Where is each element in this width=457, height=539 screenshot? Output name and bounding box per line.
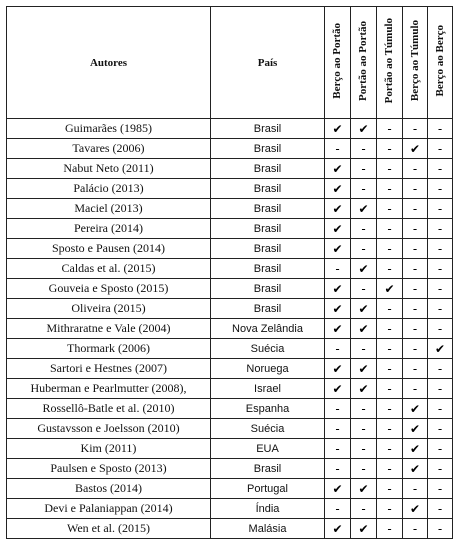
table-row — [7, 519, 453, 539]
checkmark-cell: ✔ — [428, 339, 453, 359]
checkmark-cell: ✔ — [351, 519, 377, 539]
dash-cell: - — [325, 499, 351, 519]
dash-cell: - — [403, 299, 428, 319]
country-cell: Brasil — [211, 119, 325, 139]
author-cell: Kim (2011) — [7, 439, 211, 459]
checkmark-cell: ✔ — [325, 279, 351, 299]
checkmark-cell: ✔ — [351, 379, 377, 399]
dash-cell: - — [403, 379, 428, 399]
header-berco-ao-berco: Berço ao Berço — [433, 25, 446, 97]
dash-cell: - — [351, 339, 377, 359]
author-cell: Gouveia e Sposto (2015) — [7, 279, 211, 299]
checkmark-cell: ✔ — [403, 439, 428, 459]
dash-cell: - — [377, 399, 403, 419]
dash-cell: - — [351, 279, 377, 299]
author-cell: Sposto e Pausen (2014) — [7, 239, 211, 259]
dash-cell: - — [428, 319, 453, 339]
table-row — [7, 399, 453, 419]
dash-cell: - — [351, 439, 377, 459]
table-row — [7, 199, 453, 219]
country-cell: Malásia — [211, 519, 325, 539]
checkmark-cell: ✔ — [325, 219, 351, 239]
checkmark-cell: ✔ — [351, 299, 377, 319]
dash-cell: - — [403, 259, 428, 279]
dash-cell: - — [403, 319, 428, 339]
dash-cell: - — [428, 179, 453, 199]
dash-cell: - — [403, 479, 428, 499]
checkmark-cell: ✔ — [351, 359, 377, 379]
dash-cell: - — [351, 419, 377, 439]
dash-cell: - — [403, 339, 428, 359]
table-row — [7, 339, 453, 359]
checkmark-cell: ✔ — [403, 499, 428, 519]
table-row — [7, 499, 453, 519]
dash-cell: - — [428, 159, 453, 179]
dash-cell: - — [428, 139, 453, 159]
dash-cell: - — [428, 419, 453, 439]
dash-cell: - — [428, 279, 453, 299]
dash-cell: - — [428, 359, 453, 379]
dash-cell: - — [377, 519, 403, 539]
checkmark-cell: ✔ — [325, 179, 351, 199]
dash-cell: - — [377, 359, 403, 379]
header-phase-cell — [325, 7, 351, 119]
checkmark-cell: ✔ — [325, 319, 351, 339]
dash-cell: - — [428, 259, 453, 279]
checkmark-cell: ✔ — [351, 479, 377, 499]
checkmark-cell: ✔ — [351, 319, 377, 339]
checkmark-cell: ✔ — [351, 199, 377, 219]
country-cell: Brasil — [211, 259, 325, 279]
author-cell: Mithraratne e Vale (2004) — [7, 319, 211, 339]
table-row — [7, 219, 453, 239]
table-row — [7, 159, 453, 179]
dash-cell: - — [377, 259, 403, 279]
dash-cell: - — [325, 439, 351, 459]
author-cell: Caldas et al. (2015) — [7, 259, 211, 279]
table-row — [7, 419, 453, 439]
checkmark-cell: ✔ — [325, 519, 351, 539]
table-row — [7, 259, 453, 279]
dash-cell: - — [403, 159, 428, 179]
header-authors: Autores — [7, 7, 211, 119]
dash-cell: - — [403, 219, 428, 239]
country-cell: Suécia — [211, 339, 325, 359]
header-phase-cell — [351, 7, 377, 119]
dash-cell: - — [428, 299, 453, 319]
table-row — [7, 279, 453, 299]
table-body — [7, 119, 453, 539]
dash-cell: - — [377, 199, 403, 219]
dash-cell: - — [377, 119, 403, 139]
country-cell: Brasil — [211, 459, 325, 479]
table-row — [7, 459, 453, 479]
checkmark-cell: ✔ — [325, 199, 351, 219]
dash-cell: - — [377, 179, 403, 199]
checkmark-cell: ✔ — [325, 299, 351, 319]
table-row — [7, 479, 453, 499]
header-phase-cell — [377, 7, 403, 119]
country-cell: Índia — [211, 499, 325, 519]
country-cell: Brasil — [211, 179, 325, 199]
country-cell: Nova Zelândia — [211, 319, 325, 339]
header-country: País — [211, 7, 325, 119]
table-row — [7, 239, 453, 259]
header-row — [7, 7, 453, 119]
dash-cell: - — [428, 379, 453, 399]
dash-cell: - — [428, 199, 453, 219]
author-cell: Guimarães (1985) — [7, 119, 211, 139]
dash-cell: - — [403, 239, 428, 259]
header-portao-ao-portao: Portão ao Portão — [357, 20, 369, 102]
table-row — [7, 119, 453, 139]
dash-cell: - — [351, 159, 377, 179]
country-cell: EUA — [211, 439, 325, 459]
dash-cell: - — [428, 499, 453, 519]
dash-cell: - — [351, 499, 377, 519]
dash-cell: - — [377, 479, 403, 499]
table-row — [7, 379, 453, 399]
dash-cell: - — [403, 359, 428, 379]
table-row — [7, 179, 453, 199]
dash-cell: - — [325, 139, 351, 159]
dash-cell: - — [377, 319, 403, 339]
checkmark-cell: ✔ — [403, 139, 428, 159]
dash-cell: - — [403, 279, 428, 299]
country-cell: Noruega — [211, 359, 325, 379]
dash-cell: - — [428, 119, 453, 139]
dash-cell: - — [351, 399, 377, 419]
checkmark-cell: ✔ — [377, 279, 403, 299]
dash-cell: - — [325, 419, 351, 439]
dash-cell: - — [377, 499, 403, 519]
dash-cell: - — [377, 239, 403, 259]
dash-cell: - — [351, 139, 377, 159]
country-cell: Brasil — [211, 199, 325, 219]
author-cell: Oliveira (2015) — [7, 299, 211, 319]
dash-cell: - — [428, 219, 453, 239]
header-berco-ao-portao: Berço ao Portão — [331, 23, 343, 99]
dash-cell: - — [377, 139, 403, 159]
dash-cell: - — [377, 339, 403, 359]
dash-cell: - — [325, 339, 351, 359]
dash-cell: - — [428, 519, 453, 539]
country-cell: Portugal — [211, 479, 325, 499]
author-cell: Gustavsson e Joelsson (2010) — [7, 419, 211, 439]
dash-cell: - — [428, 439, 453, 459]
studies-table — [6, 6, 453, 539]
dash-cell: - — [377, 439, 403, 459]
header-phase-cell — [403, 7, 428, 119]
country-cell: Israel — [211, 379, 325, 399]
author-cell: Wen et al. (2015) — [7, 519, 211, 539]
header-berco-ao-tumulo: Berço ao Túmulo — [408, 20, 421, 102]
country-cell: Suécia — [211, 419, 325, 439]
dash-cell: - — [377, 419, 403, 439]
author-cell: Thormark (2006) — [7, 339, 211, 359]
dash-cell: - — [377, 379, 403, 399]
header-portao-ao-tumulo: Portão ao Túmulo — [383, 18, 395, 104]
author-cell: Rossellô-Batle et al. (2010) — [7, 399, 211, 419]
table-row — [7, 319, 453, 339]
dash-cell: - — [428, 399, 453, 419]
dash-cell: - — [403, 519, 428, 539]
dash-cell: - — [325, 459, 351, 479]
country-cell: Brasil — [211, 299, 325, 319]
country-cell: Brasil — [211, 159, 325, 179]
dash-cell: - — [403, 199, 428, 219]
author-cell: Paulsen e Sposto (2013) — [7, 459, 211, 479]
author-cell: Maciel (2013) — [7, 199, 211, 219]
checkmark-cell: ✔ — [403, 419, 428, 439]
dash-cell: - — [351, 459, 377, 479]
dash-cell: - — [351, 179, 377, 199]
dash-cell: - — [428, 239, 453, 259]
author-cell: Pereira (2014) — [7, 219, 211, 239]
table-row — [7, 359, 453, 379]
country-cell: Brasil — [211, 279, 325, 299]
dash-cell: - — [377, 219, 403, 239]
dash-cell: - — [428, 459, 453, 479]
checkmark-cell: ✔ — [325, 359, 351, 379]
country-cell: Brasil — [211, 219, 325, 239]
dash-cell: - — [377, 299, 403, 319]
dash-cell: - — [377, 459, 403, 479]
country-cell: Brasil — [211, 139, 325, 159]
checkmark-cell: ✔ — [325, 159, 351, 179]
dash-cell: - — [428, 479, 453, 499]
dash-cell: - — [325, 259, 351, 279]
checkmark-cell: ✔ — [325, 379, 351, 399]
table-row — [7, 139, 453, 159]
dash-cell: - — [403, 119, 428, 139]
author-cell: Tavares (2006) — [7, 139, 211, 159]
table-row — [7, 299, 453, 319]
checkmark-cell: ✔ — [403, 399, 428, 419]
author-cell: Bastos (2014) — [7, 479, 211, 499]
author-cell: Palácio (2013) — [7, 179, 211, 199]
country-cell: Espanha — [211, 399, 325, 419]
checkmark-cell: ✔ — [403, 459, 428, 479]
dash-cell: - — [351, 239, 377, 259]
author-cell: Nabut Neto (2011) — [7, 159, 211, 179]
table-row — [7, 439, 453, 459]
country-cell: Brasil — [211, 239, 325, 259]
checkmark-cell: ✔ — [325, 479, 351, 499]
dash-cell: - — [403, 179, 428, 199]
checkmark-cell: ✔ — [325, 239, 351, 259]
author-cell: Huberman e Pearlmutter (2008), — [7, 379, 211, 399]
author-cell: Devi e Palaniappan (2014) — [7, 499, 211, 519]
dash-cell: - — [325, 399, 351, 419]
dash-cell: - — [351, 219, 377, 239]
checkmark-cell: ✔ — [325, 119, 351, 139]
checkmark-cell: ✔ — [351, 119, 377, 139]
author-cell: Sartori e Hestnes (2007) — [7, 359, 211, 379]
checkmark-cell: ✔ — [351, 259, 377, 279]
header-phase-cell — [428, 7, 453, 119]
dash-cell: - — [377, 159, 403, 179]
